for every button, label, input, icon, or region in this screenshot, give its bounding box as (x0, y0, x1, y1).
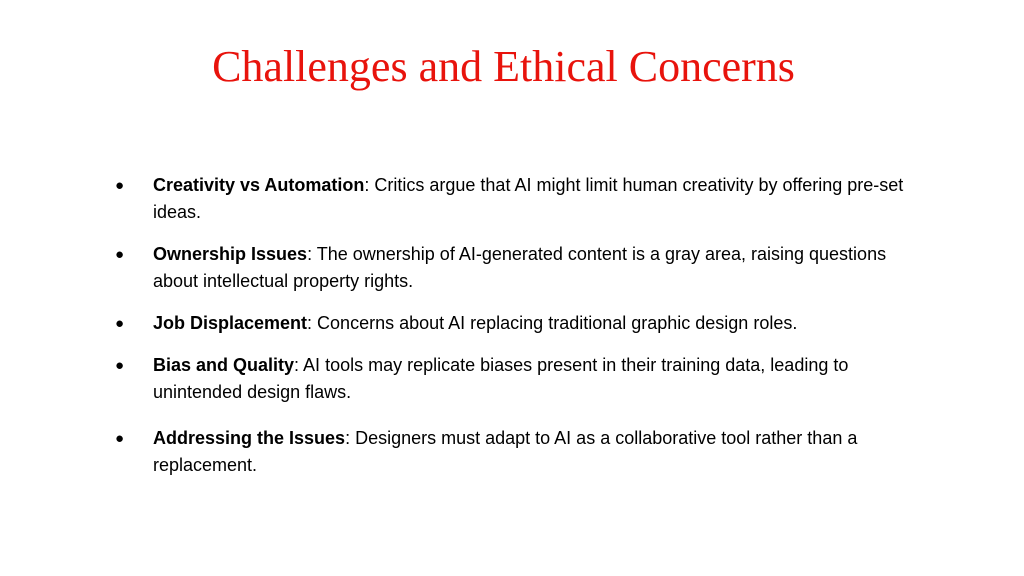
bullet-item-creativity (112, 172, 932, 226)
bullet-text: : Designers must adapt to AI as a collaborative tool rather than a replacement. (153, 428, 858, 475)
bullet-list (112, 172, 932, 494)
bullet-term: Ownership Issues (153, 244, 308, 264)
bullet-item-ownership (112, 241, 932, 295)
bullet-text: : Concerns about AI replacing traditional graphic design roles. (307, 313, 798, 333)
bullet-text: : AI tools may replicate biases present in their training data, leading to unintended design flaws. (153, 355, 849, 402)
slide-title: Challenges and Ethical Concerns (212, 42, 795, 91)
bullet-dot-icon: ● (115, 430, 125, 447)
bullet-text: : The ownership of AI-generated content is a gray area, raising questions about intellectual property rights. (153, 244, 887, 291)
bullet-term: Addressing the Issues (153, 428, 346, 448)
bullet-item-addressing-issues (112, 425, 932, 479)
bullet-term: Bias and Quality (153, 355, 295, 375)
bullet-term: Job Displacement (153, 313, 308, 333)
bullet-dot-icon: ● (115, 246, 125, 263)
bullet-term: Creativity vs Automation (153, 175, 365, 195)
bullet-text: : Critics argue that AI might limit human creativity by offering pre-set ideas. (153, 175, 904, 222)
bullet-item-job-displacement (112, 310, 932, 337)
bullet-dot-icon: ● (115, 177, 125, 194)
bullet-item-bias-quality (112, 352, 932, 406)
bullet-dot-icon: ● (115, 315, 125, 332)
bullet-dot-icon: ● (115, 357, 125, 374)
